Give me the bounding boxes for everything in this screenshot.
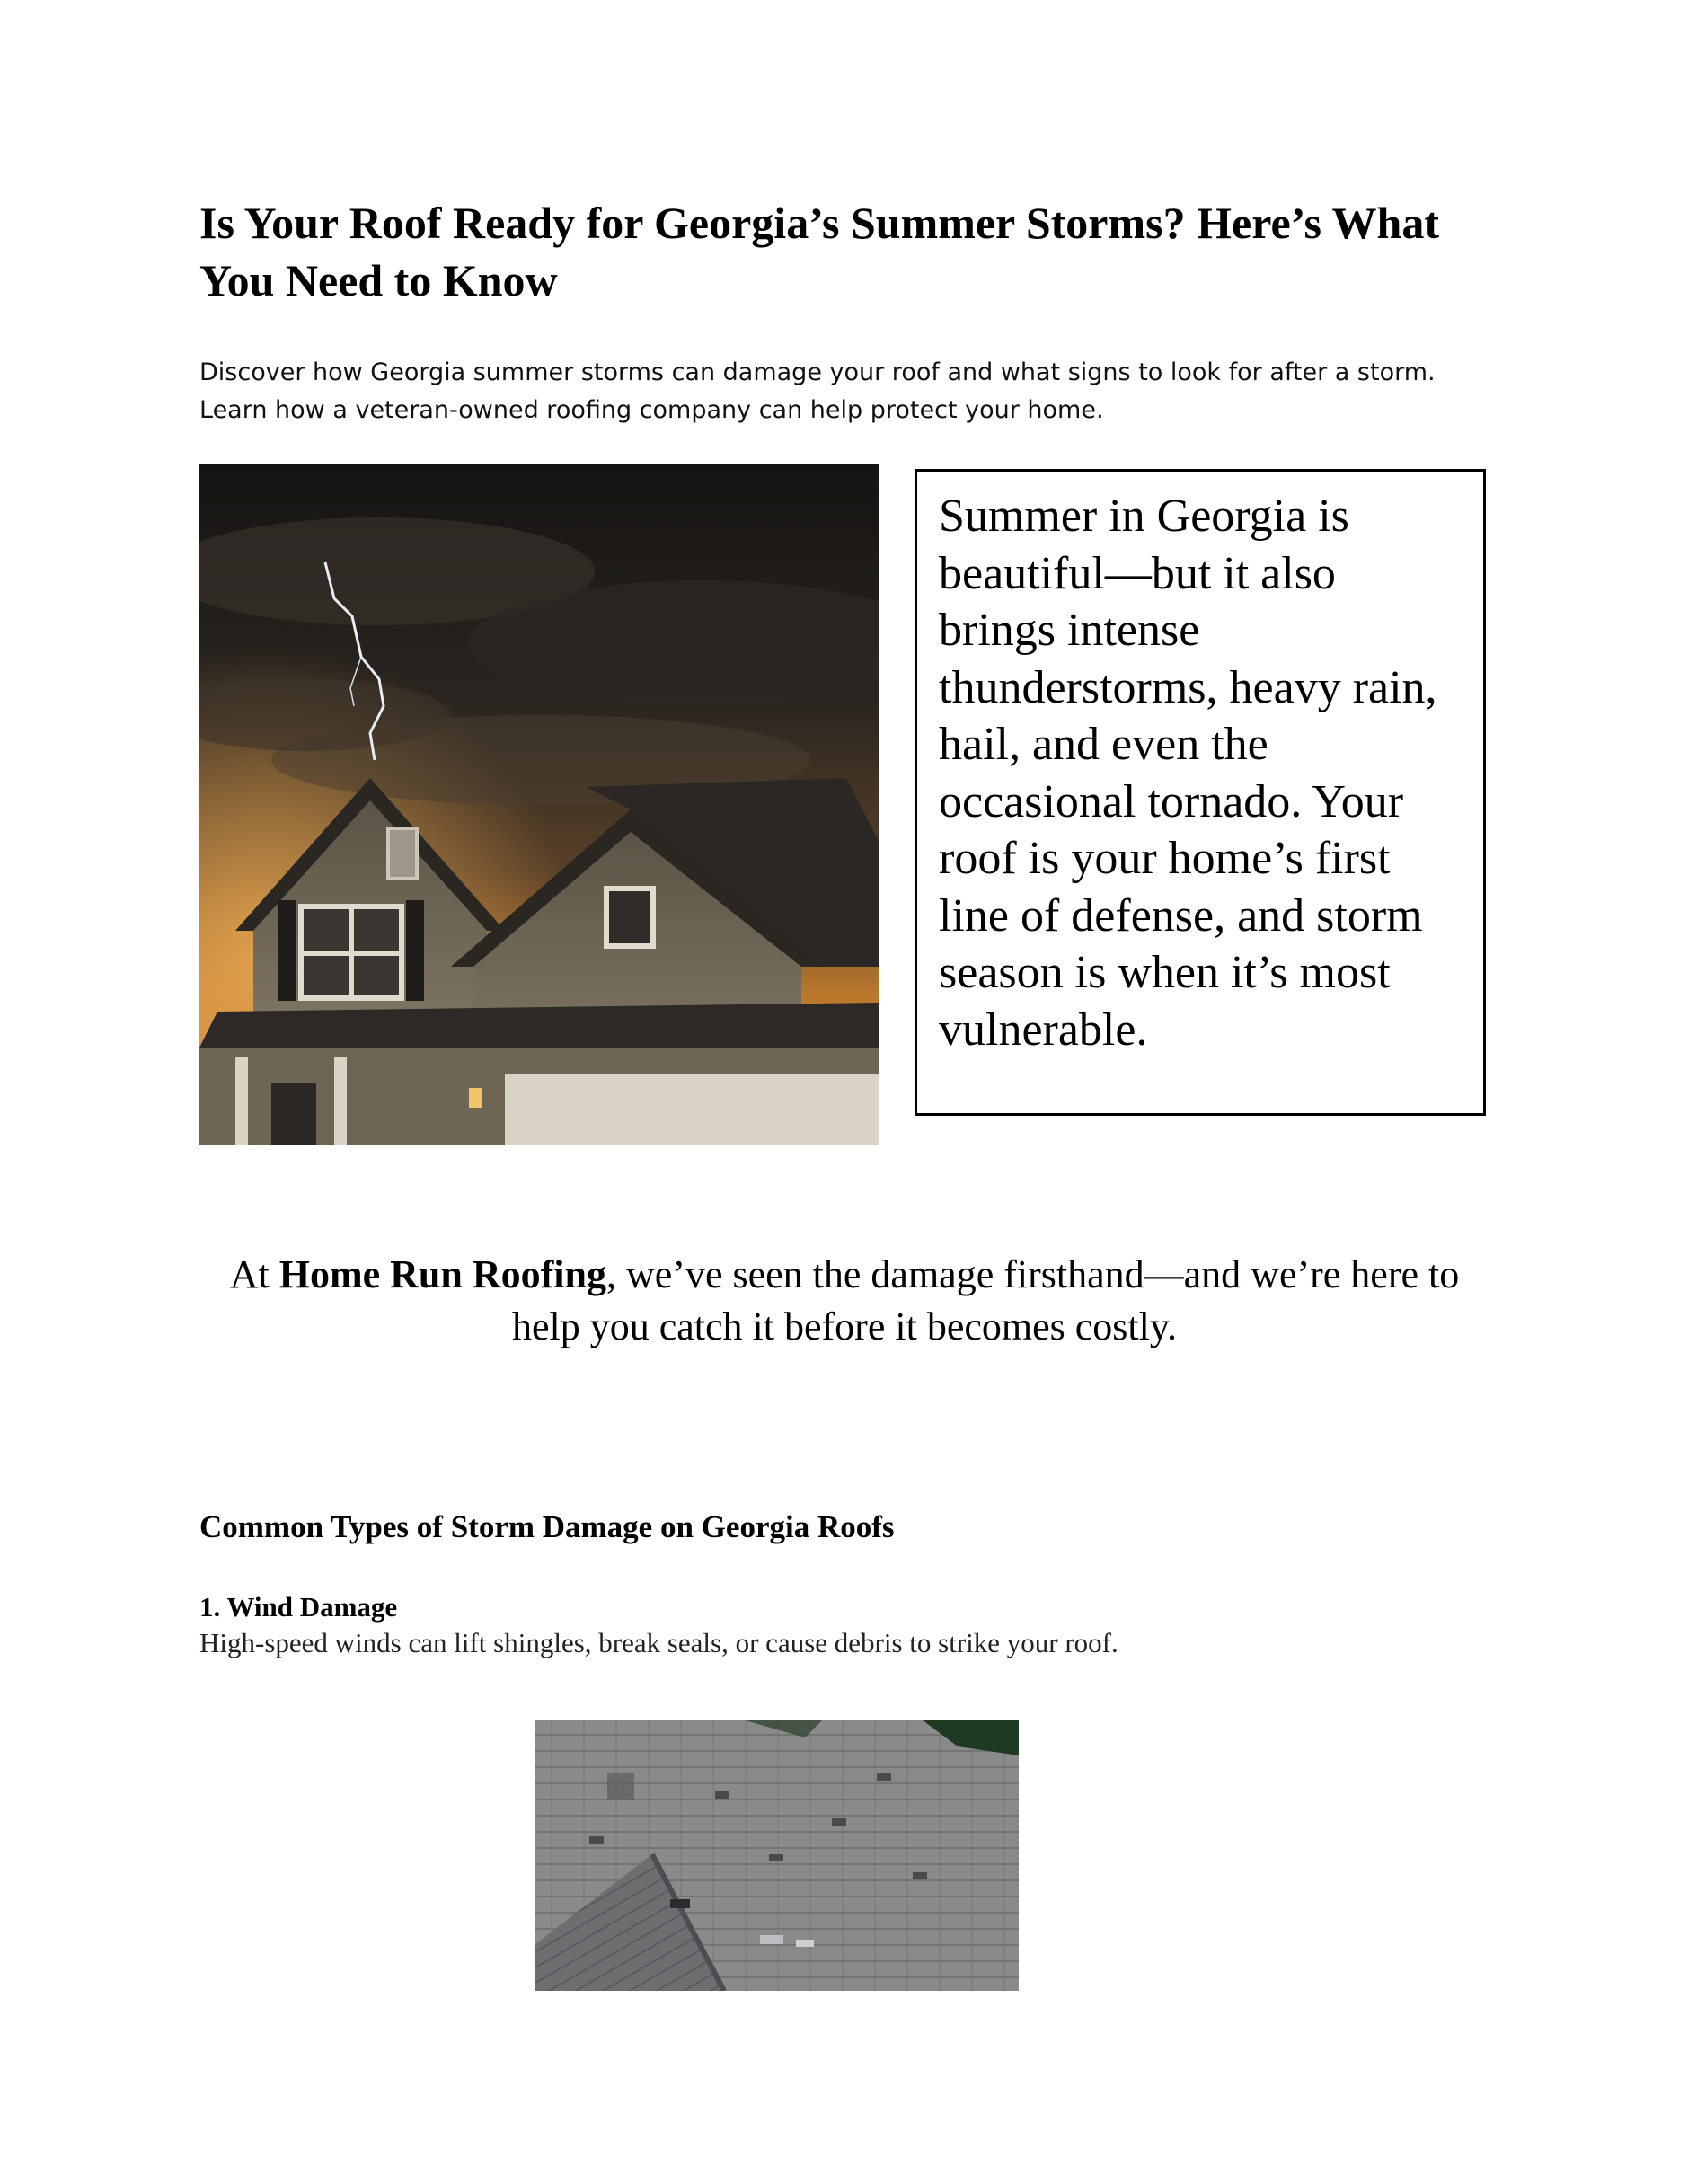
item-body-wind-damage: High-speed winds can lift shingles, break seals, or cause debris to strike your roof.	[199, 1627, 1118, 1658]
brand-name: Home Run Roofing	[278, 1252, 606, 1296]
intro-text-box	[915, 469, 1486, 1116]
storm-house-photo	[199, 464, 879, 1145]
article-subtitle: Discover how Georgia summer storms can damage your roof and what signs to look for after a storm. Learn how a veteran-owned roofing company can help protect your home.	[199, 358, 1436, 424]
article-title: Is Your Roof Ready for Georgia’s Summer Storms? Here’s What You Need to Know	[199, 198, 1439, 305]
section-heading: Common Types of Storm Damage on Georgia Roofs	[199, 1509, 895, 1544]
brand-callout	[199, 1249, 1489, 1353]
roof-damage-photo	[535, 1720, 1019, 1991]
callout-suffix: , we’ve seen the damage firsthand—and we’re here to help you catch it before it becomes costly.	[511, 1252, 1460, 1348]
callout-prefix: At	[229, 1252, 279, 1296]
intro-paragraph: Summer in Georgia is beautiful—but it also brings intense thunderstorms, heavy rain, hail, and even the occasional tornado. Your roof is your home’s first line of defense, and storm season is when it’s most vulnerable.	[939, 491, 1437, 1056]
item-heading-wind-damage: 1. Wind Damage	[199, 1591, 398, 1623]
